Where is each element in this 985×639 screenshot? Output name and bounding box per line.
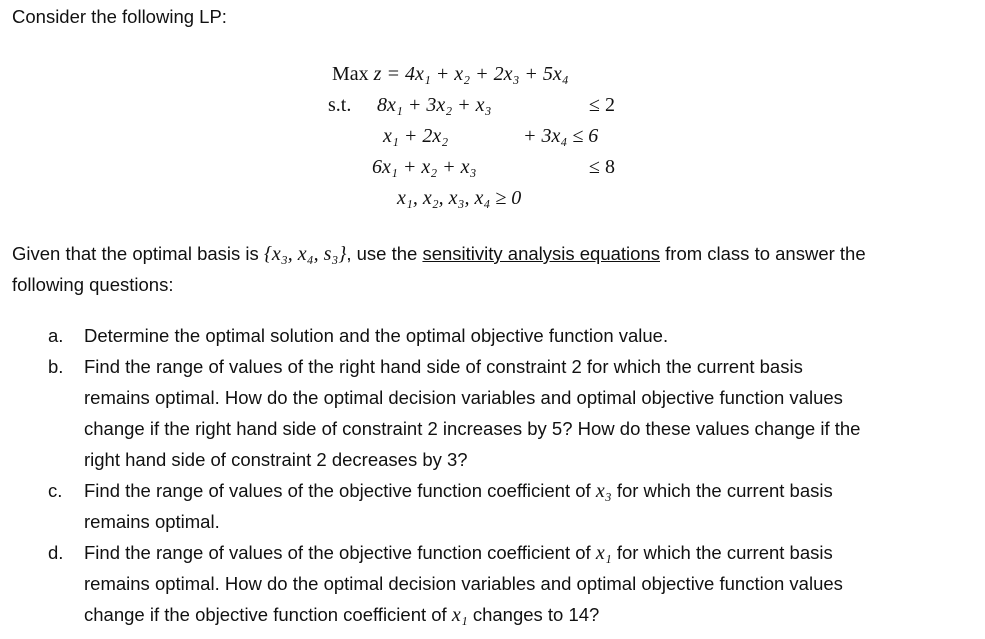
question-text: for which the current basis [616, 480, 833, 501]
question-line: Determine the optimal solution and the optimal objective function value. [84, 325, 669, 346]
question-line: right hand side of constraint 2 decreases by 3? [84, 449, 468, 470]
constraint-3-lhs: 6x₁ + x₂ + x₃ [372, 156, 477, 178]
question-text: changes to 14? [472, 604, 600, 625]
objective-label: Max [332, 63, 369, 85]
question-label: c. [48, 480, 63, 501]
constraint-2-rhs: + 3x₄ ≤ 6 [523, 125, 599, 147]
lp-objective [332, 62, 569, 86]
question-line: Find the range of values of the right hand side of constraint 2 for which the current basis [84, 356, 803, 377]
optimal-basis: {x₃, x₄, s₃} [263, 243, 347, 265]
given-text-1: Given that the optimal basis is [12, 243, 259, 264]
question-text: for which the current basis [616, 542, 833, 563]
question-line [84, 475, 833, 507]
variable-x3: x₃ [595, 480, 612, 502]
given-text-3: from class to answer the [665, 243, 866, 264]
question-text: change if the objective function coefficient of [84, 604, 447, 625]
question-line: remains optimal. How do the optimal decision variables and optimal objective function values [84, 573, 843, 594]
question-line: remains optimal. [84, 511, 220, 532]
constraint-3-rhs: ≤ 8 [589, 156, 615, 178]
constraint-2-lhs: x₁ + 2x₂ [383, 125, 449, 147]
question-label: a. [48, 325, 64, 346]
objective-function: z = 4x₁ + x₂ + 2x₃ + 5x₄ [373, 63, 569, 85]
variable-x1: x₁ [595, 542, 612, 564]
given-line-1 [12, 243, 866, 265]
question-line: remains optimal. How do the optimal decision variables and optimal objective function values [84, 387, 843, 408]
question-line [84, 537, 833, 569]
constraint-1-lhs: 8x₁ + 3x₂ + x₃ [377, 94, 492, 116]
given-text-2: , use the [346, 243, 418, 264]
st-label: s.t. [328, 94, 352, 116]
constraint-1-rhs: ≤ 2 [589, 94, 615, 116]
intro-text: Consider the following LP: [12, 6, 227, 27]
sensitivity-analysis-link[interactable]: sensitivity analysis equations [422, 243, 660, 264]
question-line: change if the right hand side of constraint 2 increases by 5? How do these values change if the [84, 418, 861, 439]
question-label: d. [48, 542, 64, 563]
question-line [84, 599, 599, 631]
given-line-2: following questions: [12, 274, 174, 295]
question-text: Find the range of values of the objective function coefficient of [84, 542, 591, 563]
variable-x1: x₁ [451, 604, 468, 626]
question-label: b. [48, 356, 64, 377]
nonnegativity-constraint: x₁, x₂, x₃, x₄ ≥ 0 [397, 187, 522, 209]
question-text: Find the range of values of the objective function coefficient of [84, 480, 591, 501]
